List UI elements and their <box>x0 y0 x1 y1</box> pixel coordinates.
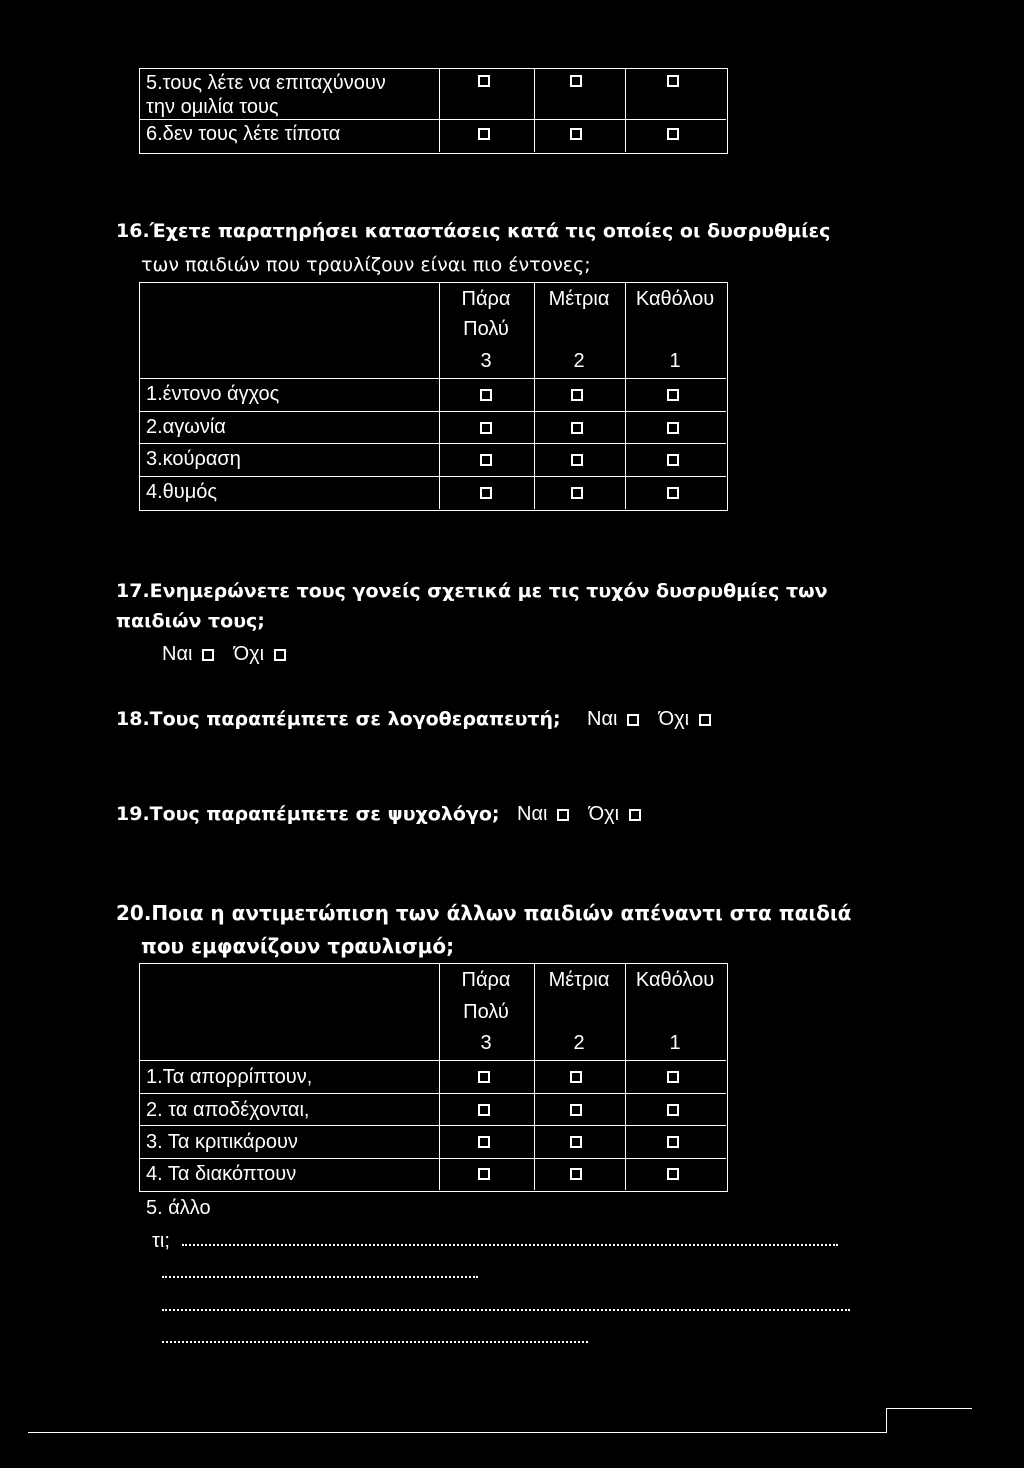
q20-header-not-at-all-score: 1 <box>669 1032 681 1054</box>
q17-title-line1: 17.Ενημερώνετε τους γονείς σχετικά με τις τυχόν δυσρυθμίες των <box>116 580 828 602</box>
q20-header-not-at-all: Καθόλου <box>635 969 715 991</box>
q16-r2-c3-checkbox[interactable] <box>480 422 492 434</box>
top-row-6-label: 6.δεν τους λέτε τίποτα <box>146 123 341 145</box>
q16-r4-c2-checkbox[interactable] <box>571 487 583 499</box>
q17-yes-checkbox[interactable] <box>202 649 214 661</box>
q19-no-label: Όχι <box>588 803 620 825</box>
q19-yes-label: Ναι <box>517 803 548 825</box>
q20-row-3-label: 3. Τα κριτικάρουν <box>146 1131 298 1153</box>
q20-header-moderate-score: 2 <box>573 1032 585 1054</box>
q18-no-label: Όχι <box>658 708 690 730</box>
q20-row-2-label: 2. τα αποδέχονται, <box>146 1099 310 1121</box>
q16-title-line1: 16.Έχετε παρατηρήσει καταστάσεις κατά τις οποίες οι δυσρυθμίες <box>116 220 831 242</box>
q18-yes-checkbox[interactable] <box>627 714 639 726</box>
q19-question: 19.Τους παραπέμπετε σε ψυχολόγο; <box>116 803 500 825</box>
q20-r4-c3-checkbox[interactable] <box>478 1168 490 1180</box>
footer-bracket-vertical <box>886 1408 887 1433</box>
q16-header-not-at-all: Καθόλου <box>635 288 715 310</box>
q20-other-answer-line-2[interactable] <box>162 1276 478 1278</box>
checkbox-r6-c2[interactable] <box>570 128 582 140</box>
q20-r3-c2-checkbox[interactable] <box>570 1136 582 1148</box>
q20-r3-c3-checkbox[interactable] <box>478 1136 490 1148</box>
q17-answers <box>162 643 286 666</box>
q16-r2-c2-checkbox[interactable] <box>571 422 583 434</box>
q16-row-3-label: 3.κούραση <box>146 448 241 470</box>
q20-r3-c1-checkbox[interactable] <box>667 1136 679 1148</box>
q19-answers <box>517 803 641 826</box>
q18-no-checkbox[interactable] <box>699 714 711 726</box>
q16-r3-c1-checkbox[interactable] <box>667 454 679 466</box>
q20-r2-c2-checkbox[interactable] <box>570 1104 582 1116</box>
q20-other-what-label: τι; <box>152 1230 170 1252</box>
q16-title-line2: των παιδιών που τραυλίζουν είναι πιο έντονες; <box>141 254 591 276</box>
q16-header-not-at-all-score: 1 <box>669 350 681 372</box>
q20-title-line1: 20.Ποια η αντιμετώπιση των άλλων παιδιών απέναντι στα παιδιά <box>116 901 852 925</box>
q20-r1-c2-checkbox[interactable] <box>570 1071 582 1083</box>
footer-rule <box>28 1432 886 1433</box>
q16-header-very-much-1: Πάρα <box>461 288 511 310</box>
q20-row-4-label: 4. Τα διακόπτουν <box>146 1163 297 1185</box>
checkbox-r5-c1[interactable] <box>667 75 679 87</box>
checkbox-r6-c1[interactable] <box>667 128 679 140</box>
footer-bracket-top <box>886 1408 972 1409</box>
q20-r1-c3-checkbox[interactable] <box>478 1071 490 1083</box>
q16-row-1-label: 1.έντονο άγχος <box>146 383 280 405</box>
q16-r3-c3-checkbox[interactable] <box>480 454 492 466</box>
checkbox-r5-c2[interactable] <box>570 75 582 87</box>
checkbox-r6-c3[interactable] <box>478 128 490 140</box>
q18-yes-label: Ναι <box>587 708 618 730</box>
q20-r2-c3-checkbox[interactable] <box>478 1104 490 1116</box>
q19-no-checkbox[interactable] <box>629 809 641 821</box>
q20-other-answer-line-1[interactable] <box>182 1244 838 1246</box>
q20-r4-c1-checkbox[interactable] <box>667 1168 679 1180</box>
q16-header-moderate-score: 2 <box>573 350 585 372</box>
checkbox-r5-c3[interactable] <box>478 75 490 87</box>
q16-r1-c3-checkbox[interactable] <box>480 389 492 401</box>
q16-row-2-label: 2.αγωνία <box>146 416 226 438</box>
q16-header-moderate: Μέτρια <box>548 288 610 310</box>
q16-r3-c2-checkbox[interactable] <box>571 454 583 466</box>
q20-header-moderate: Μέτρια <box>548 969 610 991</box>
top-row-5-label-2: την ομιλία τους <box>146 96 279 118</box>
q17-title-line2: παιδιών τους; <box>116 610 265 632</box>
q20-header-very-much-1: Πάρα <box>461 969 511 991</box>
q16-header-very-much-score: 3 <box>480 350 492 372</box>
q20-r2-c1-checkbox[interactable] <box>667 1104 679 1116</box>
q18-answers <box>587 708 711 731</box>
q19-yes-checkbox[interactable] <box>557 809 569 821</box>
q16-r2-c1-checkbox[interactable] <box>667 422 679 434</box>
q20-other-label: 5. άλλο <box>146 1197 211 1219</box>
q17-no-label: Όχι <box>233 643 265 665</box>
q16-header-very-much-2: Πολύ <box>463 318 509 340</box>
q16-r1-c1-checkbox[interactable] <box>667 389 679 401</box>
q16-row-4-label: 4.θυμός <box>146 481 218 503</box>
q20-title-line2: που εμφανίζουν τραυλισμό; <box>141 934 455 958</box>
q17-yes-label: Ναι <box>162 643 193 665</box>
q20-r1-c1-checkbox[interactable] <box>667 1071 679 1083</box>
q20-other-answer-line-3[interactable] <box>162 1309 850 1311</box>
q20-r4-c2-checkbox[interactable] <box>570 1168 582 1180</box>
q20-row-1-label: 1.Τα απορρίπτουν, <box>146 1066 313 1088</box>
q20-header-very-much-score: 3 <box>480 1032 492 1054</box>
q16-r4-c1-checkbox[interactable] <box>667 487 679 499</box>
q16-r4-c3-checkbox[interactable] <box>480 487 492 499</box>
q16-r1-c2-checkbox[interactable] <box>571 389 583 401</box>
top-row-5-label-1: 5.τους λέτε να επιταχύνουν <box>146 72 386 94</box>
q17-no-checkbox[interactable] <box>274 649 286 661</box>
q20-other-answer-line-4[interactable] <box>162 1341 588 1343</box>
q18-question: 18.Τους παραπέμπετε σε λογοθεραπευτή; <box>116 708 561 730</box>
q20-header-very-much-2: Πολύ <box>463 1001 509 1023</box>
